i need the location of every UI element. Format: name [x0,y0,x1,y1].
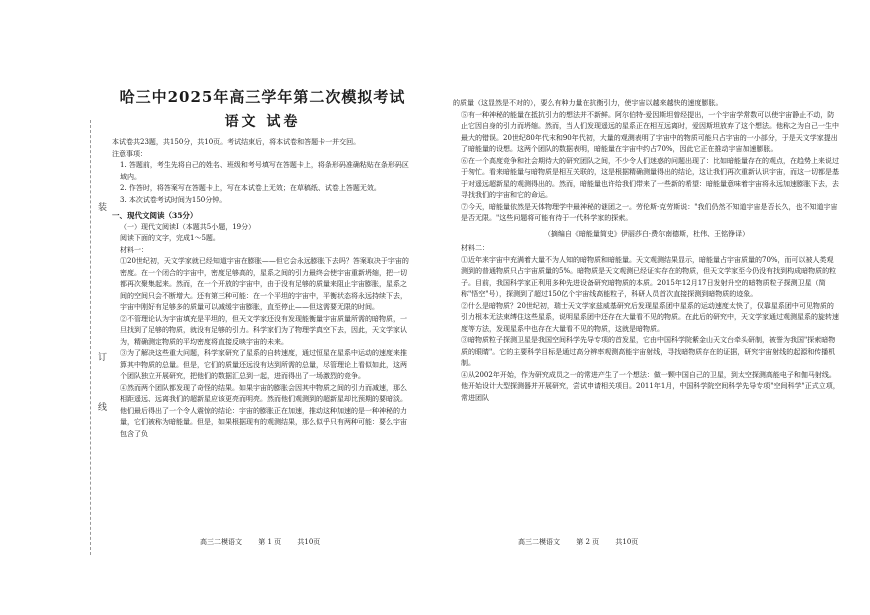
reading-instruction: 阅读下面的文字，完成1～5题。 [120,234,220,242]
note-item: 2. 作答时，将答案写在答题卡上，写在本试卷上无效；在草稿纸、试卷上答题无效。 [120,184,381,192]
passage-paragraph: ④然而两个团队都发现了奇怪的结果。如果宇宙的膨胀会因其中物质之间的引力而减速，那么相距遥远、远离我们的超新星应该更亮而明亮。然而他们观测到的超新星却比预期的要暗淡。他们最后得出了一个令人震惊的结论：宇宙的膨胀正在加速，推动这种加速的是一种神秘的力量，它们被称为暗能量。但是，如果根据现有的观测结果，那么似乎只有两种可能：要么宇宙包含了负 [120,383,407,438]
passage-paragraph: ③暗物质粒子探测卫星是我国空间科学先导专项的首发星，它由中国科学院紫金山天文台牵头研制，被誉为我国"探索暗物质的眼睛"。它的主要科学目标是通过高分辨率观测高能宇宙射线，寻找暗物质存在的证据，研究宇宙射线的起源和传播机制。 [461,336,836,367]
section-heading: 一、现代文阅读（35分） [112,211,198,220]
passage-paragraph: ④从2002年开始，作为研究成员之一的常进产生了一个想法：做一颗中国自己的卫星，到太空探测高能电子和伽马射线。他开始设计大型探测器并开展研究，尝试申请相关项目。2011年1月，中国科学院空间科学先导专项"空间科学"正式立项，常进团队 [461,370,840,402]
margin-char-ding: 订 [98,353,108,363]
footer-page-number: 第 1 页 [258,538,282,546]
footer-total-pages: 共10页 [297,538,321,546]
margin-char-zhuang: 装 [98,203,108,213]
passage-paragraph: ①20世纪初，天文学家就已经知道宇宙在膨胀——但它会永远膨胀下去吗？答案取决于宇宙的密度。在一个闭合的宇宙中，密度足够高的，星系之间的引力最终会使宇宙重新坍缩，把一切都再次聚集起来。然而，在一个开放的宇宙中，由于没有足够的质量来阻止宇宙膨胀，星系之间的空间只会不断增大。还有第三种可能：在一个平坦的宇宙中，平衡状态将永远持续下去，宇宙中刚好有足够多的质量可以减缓宇宙膨胀，直至停止——但这需要无限的时间。 [120,257,409,311]
passage-paragraph: ①近年来宇宙中充满着大量不为人知的暗物质和暗能量。天文观测结果显示，暗能量占宇宙质量的70%，而可以被人类观测到的普通物质只占宇宙质量的5%。暗物质是天文观测已经证实存在的物质，但天文学家至今仍没有找到构成暗物质的粒子。目前，我国科学家正利用多种先进设备研究暗物质的本质。2015年12月17日发射升空的暗物质粒子探测卫星（简称"悟空"号），探测到了超过150亿个宇宙线高能粒子，科研人员首次直接探测到暗物质的迹象。 [461,255,837,298]
material-label: 材料一： [120,245,148,254]
exam-page-2 [435,0,870,615]
passage-paragraph: 的质量（这显然是不对的），要么有种力量在抗衡引力，使宇宙以越来越快的速度膨胀。 [453,99,723,107]
notes-heading: 注意事项： [112,149,147,158]
passage-paragraph: ⑥在一个高度竞争和社会期待大的研究团队之间，不少令人们迷惑的问题出现了：比如暗能量存在的观点，在趋势上来说过于匆忙。看来暗能量与暗物质是相互关联的，这是根据精确测量得出的结论，这让我们再次重新认识宇宙，而这一切都是基于对遥远超新星的观测得出的。然而，暗能量也许给我们带来了一些新的希望：暗能量意味着宇宙将永远加速膨胀下去，去寻找我们的宇宙和它的命运。 [461,156,839,199]
passage-paragraph: ②什么是暗物质？20世纪初，瑞士天文学家兹威基研究后发现星系团中星系的运动速度太快了，仅靠星系团中可见物质的引力根本无法束缚住这些星系，说明星系团中还存在大量看不见的物质。在此后的研究中，天文学家通过观测星系的旋转速度等方法，发现星系中也存在大量看不见的物质，这就是暗物质。 [461,301,839,333]
source-citation: （摘编自《暗能量简史》伊丽莎白·费尔南德斯，杜伟、王铭铮译） [543,229,750,238]
page-1-footer [200,537,334,547]
footer-page-number: 第 2 页 [576,538,600,546]
footer-exam-name: 高三二模语文 [200,538,242,546]
passage-paragraph: ⑦今天，暗能量依然是天体物理学中最神秘的谜团之一。劳伦斯·克劳斯说："我们仍然不知道宇宙是否长久，也不知道宇宙是否无限。"这些问题将可能有待于一代科学家的探索。 [461,202,838,222]
passage-paragraph: ②不管理论认为宇宙填充是平坦的，但天文学家还没有发现能衡量宇宙质量所需的暗物质，一旦找到了足够的物质，就没有足够的引力。科学家们为了物理学真空下去，因此，天文学家认为，精确测定物质的平均密度将直接反映宇宙的未来。 [120,314,407,346]
subsection-heading: （一）现代文阅读Ⅰ（本题共5小题，19分） [120,222,256,231]
exam-title: 哈三中2025年高三学年第二次模拟考试 [119,88,406,106]
exam-subtitle: 语文 试卷 [224,114,301,130]
exam-intro: 本试卷共23题，共150分，共10页。考试结束后，将本试卷和答题卡一并交回。 [112,138,361,146]
footer-total-pages: 共10页 [615,538,639,546]
footer-exam-name: 高三二模语文 [518,538,560,546]
note-item: 1. 答题前，考生先将自己的姓名、班级和考号填写在答题卡上，将条形码准确粘贴在条形码区域内。 [120,161,409,181]
margin-char-xian: 线 [98,403,108,413]
passage-paragraph: ⑤有一种神秘的能量在抵抗引力的想法并不新鲜。阿尔伯特·爱因斯坦曾经提出，一个宇宙学常数可以使宇宙静止不动，防止它因自身的引力而坍缩。然而，当人们发现遥远的星系正在相互远离时，爱因斯坦放弃了这个想法。他称之为自己一生中最大的错误。20世纪80年代末和90年代初，大量的观测表明了宇宙中的物质可能只占宇宙的一小部分，于是天文学家提出了暗能量的设想。这两个团队的数据表明，暗能量在宇宙中约占70%，因此它正在推动宇宙加速膨胀。 [461,110,839,153]
material-label: 材料二： [461,244,489,252]
note-item: 3. 本次试卷考试时间为150分钟。 [120,195,227,204]
passage-paragraph: ③为了解决这些重大问题，科学家研究了星系的自转速度，通过恒星在星系中运动的速度来推算其中物质的总量。但是，它们的质量还远没有达到所需的总量，尽管理论上看似如此，这两个团队独立开展研究，把他们的数据汇总到一起，进而得出了一场激烈的竞争。 [120,349,407,380]
page-2-footer [518,537,652,547]
